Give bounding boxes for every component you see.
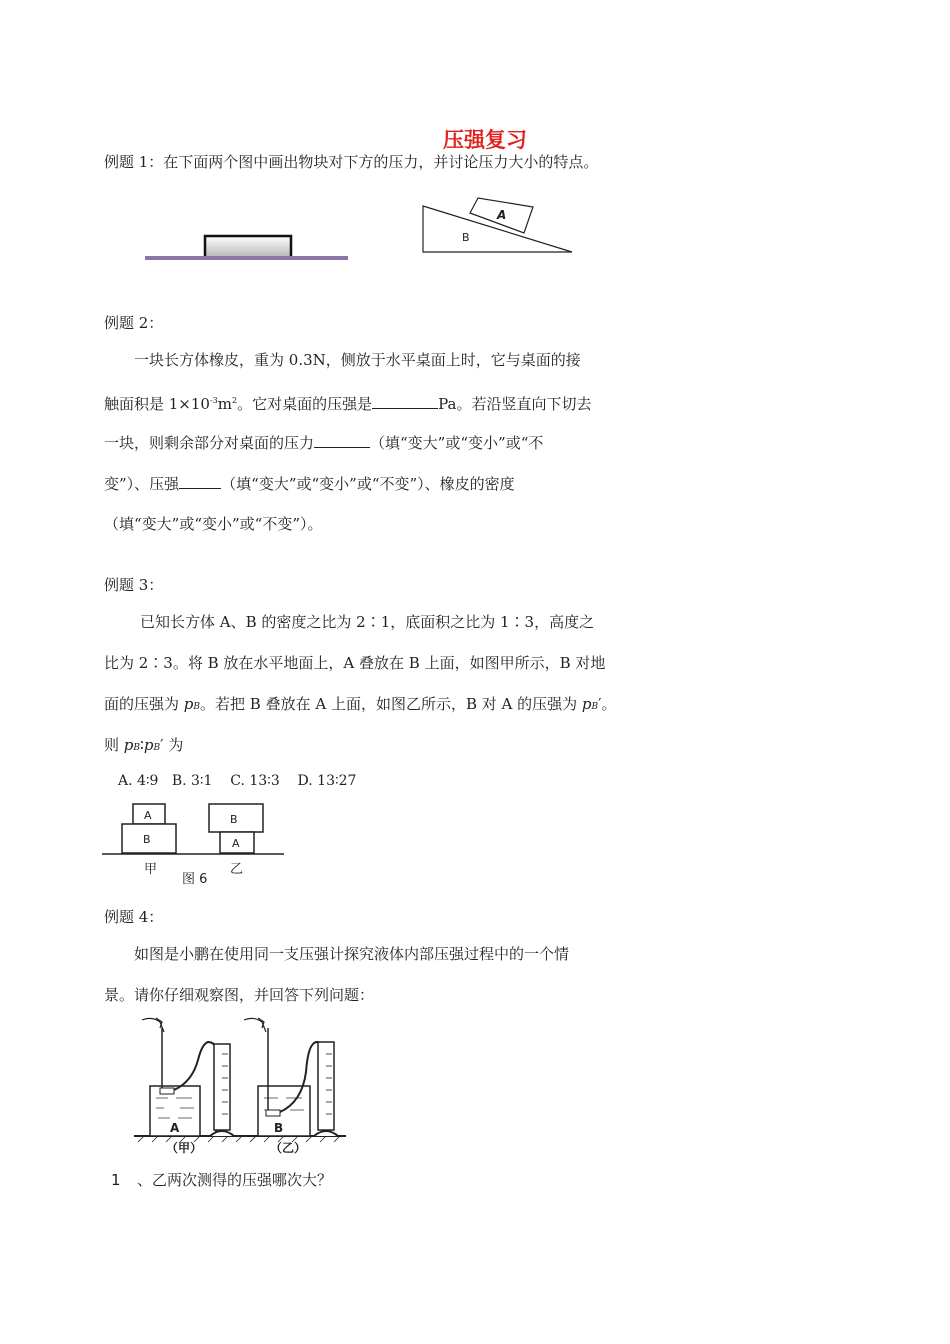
example4-line1: 如图是小鹏在使用同一支压强计探究液体内部压强过程中的一个情 — [134, 945, 570, 963]
figure-stacked-blocks — [100, 800, 286, 887]
example2-line3: 一块，则剩余部分对桌面的压力 （填“变大”或“变小”或“不 — [104, 434, 544, 452]
page-title: 压强复习 — [443, 128, 527, 152]
example2-line2: 触面积是 $1\times 10^{-3}m^2$。它对桌面的压强是 Pa。若沿竖直向下切去 — [104, 395, 592, 413]
svg-text:A: A — [232, 837, 240, 850]
svg-text:甲: 甲 — [144, 862, 158, 877]
example3-line4: 则 pB∶pB′ 为 — [104, 736, 184, 754]
blank-pressure — [372, 393, 438, 409]
label-a: A — [497, 208, 507, 222]
example2-line5: （填“变大”或“变小”或“不变”）。 — [104, 515, 323, 533]
setup-jia — [142, 1018, 234, 1155]
question1-number: 1 — [111, 1171, 121, 1189]
u-tube-yi — [318, 1042, 334, 1130]
blank-force — [314, 432, 370, 448]
svg-text:B: B — [274, 1121, 284, 1135]
example3-line2: 比为 2∶3。将 B 放在水平地面上，A 叠放在 B 上面，如图甲所示，B 对地 — [104, 654, 606, 672]
setup-yi — [244, 1018, 338, 1155]
example3-heading: 例题 3： — [104, 576, 164, 594]
svg-text:B: B — [143, 833, 151, 846]
example3-line1: 已知长方体 A、B 的密度之比为 2∶1，底面积之比为 1∶3，高度之 — [140, 613, 595, 631]
example2-line1: 一块长方体橡皮，重为 0.3N，侧放于水平桌面上时，它与桌面的接 — [134, 351, 581, 369]
figure-block-on-incline — [418, 196, 578, 256]
example3-line3: 面的压强为 pB。若把 B 叠放在 A 上面，如图乙所示，B 对 A 的压强为 pB′。 — [104, 695, 617, 713]
example4-line2: 景。请你仔细观察图，并回答下列问题： — [104, 986, 375, 1004]
svg-text:乙: 乙 — [230, 862, 244, 877]
svg-text:（甲）: （甲） — [166, 1141, 203, 1155]
svg-text:A: A — [170, 1121, 180, 1135]
question1-text: 、乙两次测得的压强哪次大？ — [137, 1171, 333, 1189]
example1-text: 例题 1：在下面两个图中画出物块对下方的压力，并讨论压力大小的特点。 — [104, 153, 599, 171]
svg-text:B: B — [230, 813, 238, 826]
figure-block-on-table — [140, 228, 355, 268]
figure-pressure-gauge — [134, 1014, 348, 1160]
label-b: B — [462, 231, 470, 244]
example3-options: A. 4∶9 B. 3∶1 C. 13∶3 D. 13∶27 — [118, 773, 357, 789]
svg-text:A: A — [144, 809, 152, 822]
example2-line4: 变”）、压强 （填“变大”或“变小”或“不变”）、橡皮的密度 — [104, 475, 515, 493]
blank-pressure-change — [179, 473, 221, 489]
svg-text:（乙）: （乙） — [270, 1141, 307, 1155]
block-rect — [205, 236, 291, 258]
example2-heading: 例题 2： — [104, 314, 164, 332]
svg-text:图 6: 图 6 — [182, 872, 208, 887]
example4-heading: 例题 4： — [104, 908, 164, 926]
u-tube-jia — [214, 1044, 230, 1130]
